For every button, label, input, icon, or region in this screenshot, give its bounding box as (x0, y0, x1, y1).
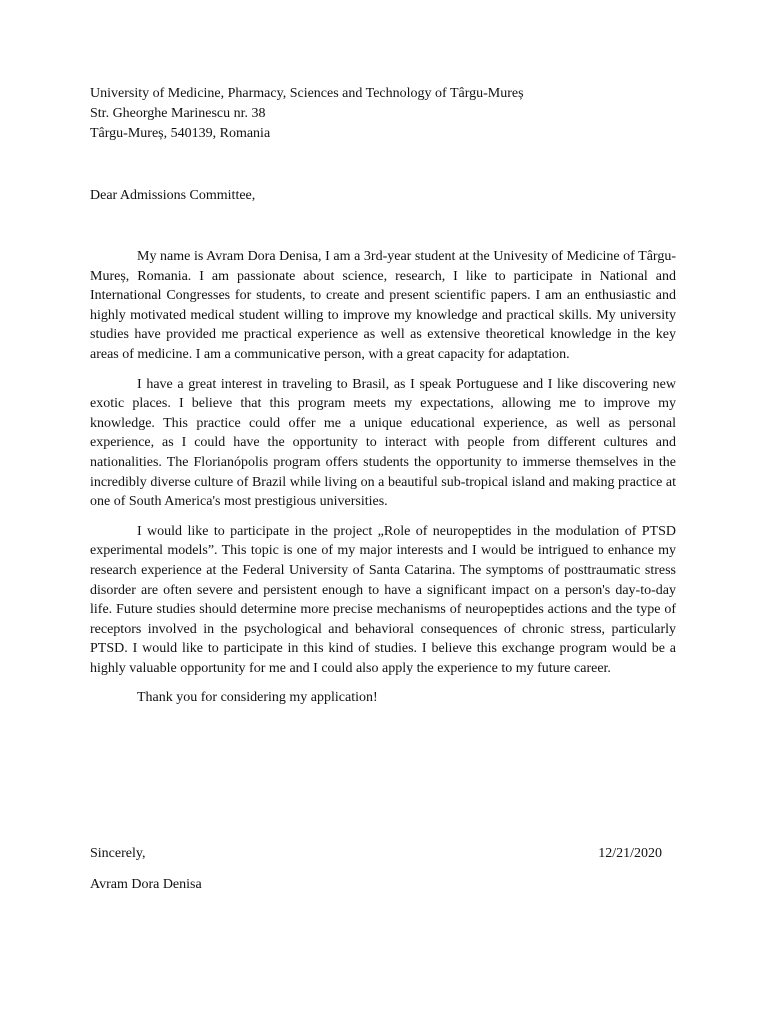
closing-block (90, 844, 662, 864)
paragraph-introduction: My name is Avram Dora Denisa, I am a 3rd-year student at the Univesity of Medicine of Târgu-Mureș, Romania. I am passionate about science, research, I like to participate in National and International Congresses for students, to create and present scientific papers. I am an enthusiastic and highly motivated medical student willing to improve my knowledge and practical skills. My university studies have provided me practical experience as well as extensive theoretical knowledge in the key areas of medicine. I am a communicative person, with a great capacity for adaptation. (90, 249, 676, 362)
paragraph-thanks: Thank you for considering my application! (137, 690, 378, 706)
address-line-city: Târgu-Mureș, 540139, Romania (90, 126, 271, 141)
address-line-street: Str. Gheorghe Marinescu nr. 38 (90, 106, 266, 121)
signer-name: Avram Dora Denisa (90, 877, 202, 892)
recipient-address (90, 84, 524, 144)
paragraph-motivation: I have a great interest in traveling to Brasil, as I speak Portuguese and I like discovering new exotic places. I believe that this program meets my expectations, allowing me to improve my knowledge. This practice could offer me a unique educational experience, as well as personal experience, as I could have the opportunity to interact with people from different cultures and nationalities. The Florianópolis program offers students the opportunity to immerse themselves in the incredibly diverse culture of Brazil while living on a beautiful sub-tropical island and making practice at one of South America's most prestigious universities. (90, 376, 676, 510)
letter-body (90, 247, 676, 718)
letter-date: 12/21/2020 (598, 846, 662, 861)
salutation: Dear Admissions Committee, (90, 188, 256, 203)
address-line-institution: University of Medicine, Pharmacy, Sciences and Technology of Târgu-Mureș (90, 86, 524, 101)
valediction: Sincerely, (90, 846, 146, 861)
paragraph-project: I would like to participate in the project „Role of neuropeptides in the modulation of PTSD experimental models”. This topic is one of my major interests and I would be intrigued to enhance my research experience at the Federal University of Santa Catarina. The symptoms of posttraumatic stress disorder are often severe and persistent enough to have a significant impact on a person's day-to-day life. Future studies should determine more precise mechanisms of neuropeptides actions and the type of receptors involved in the psychological and behavioral consequences of chronic stress, particularly PTSD. I would like to participate in this kind of studies. I believe this exchange program would be a highly valuable opportunity for me and I could also apply the experience to my future career. (90, 523, 676, 676)
